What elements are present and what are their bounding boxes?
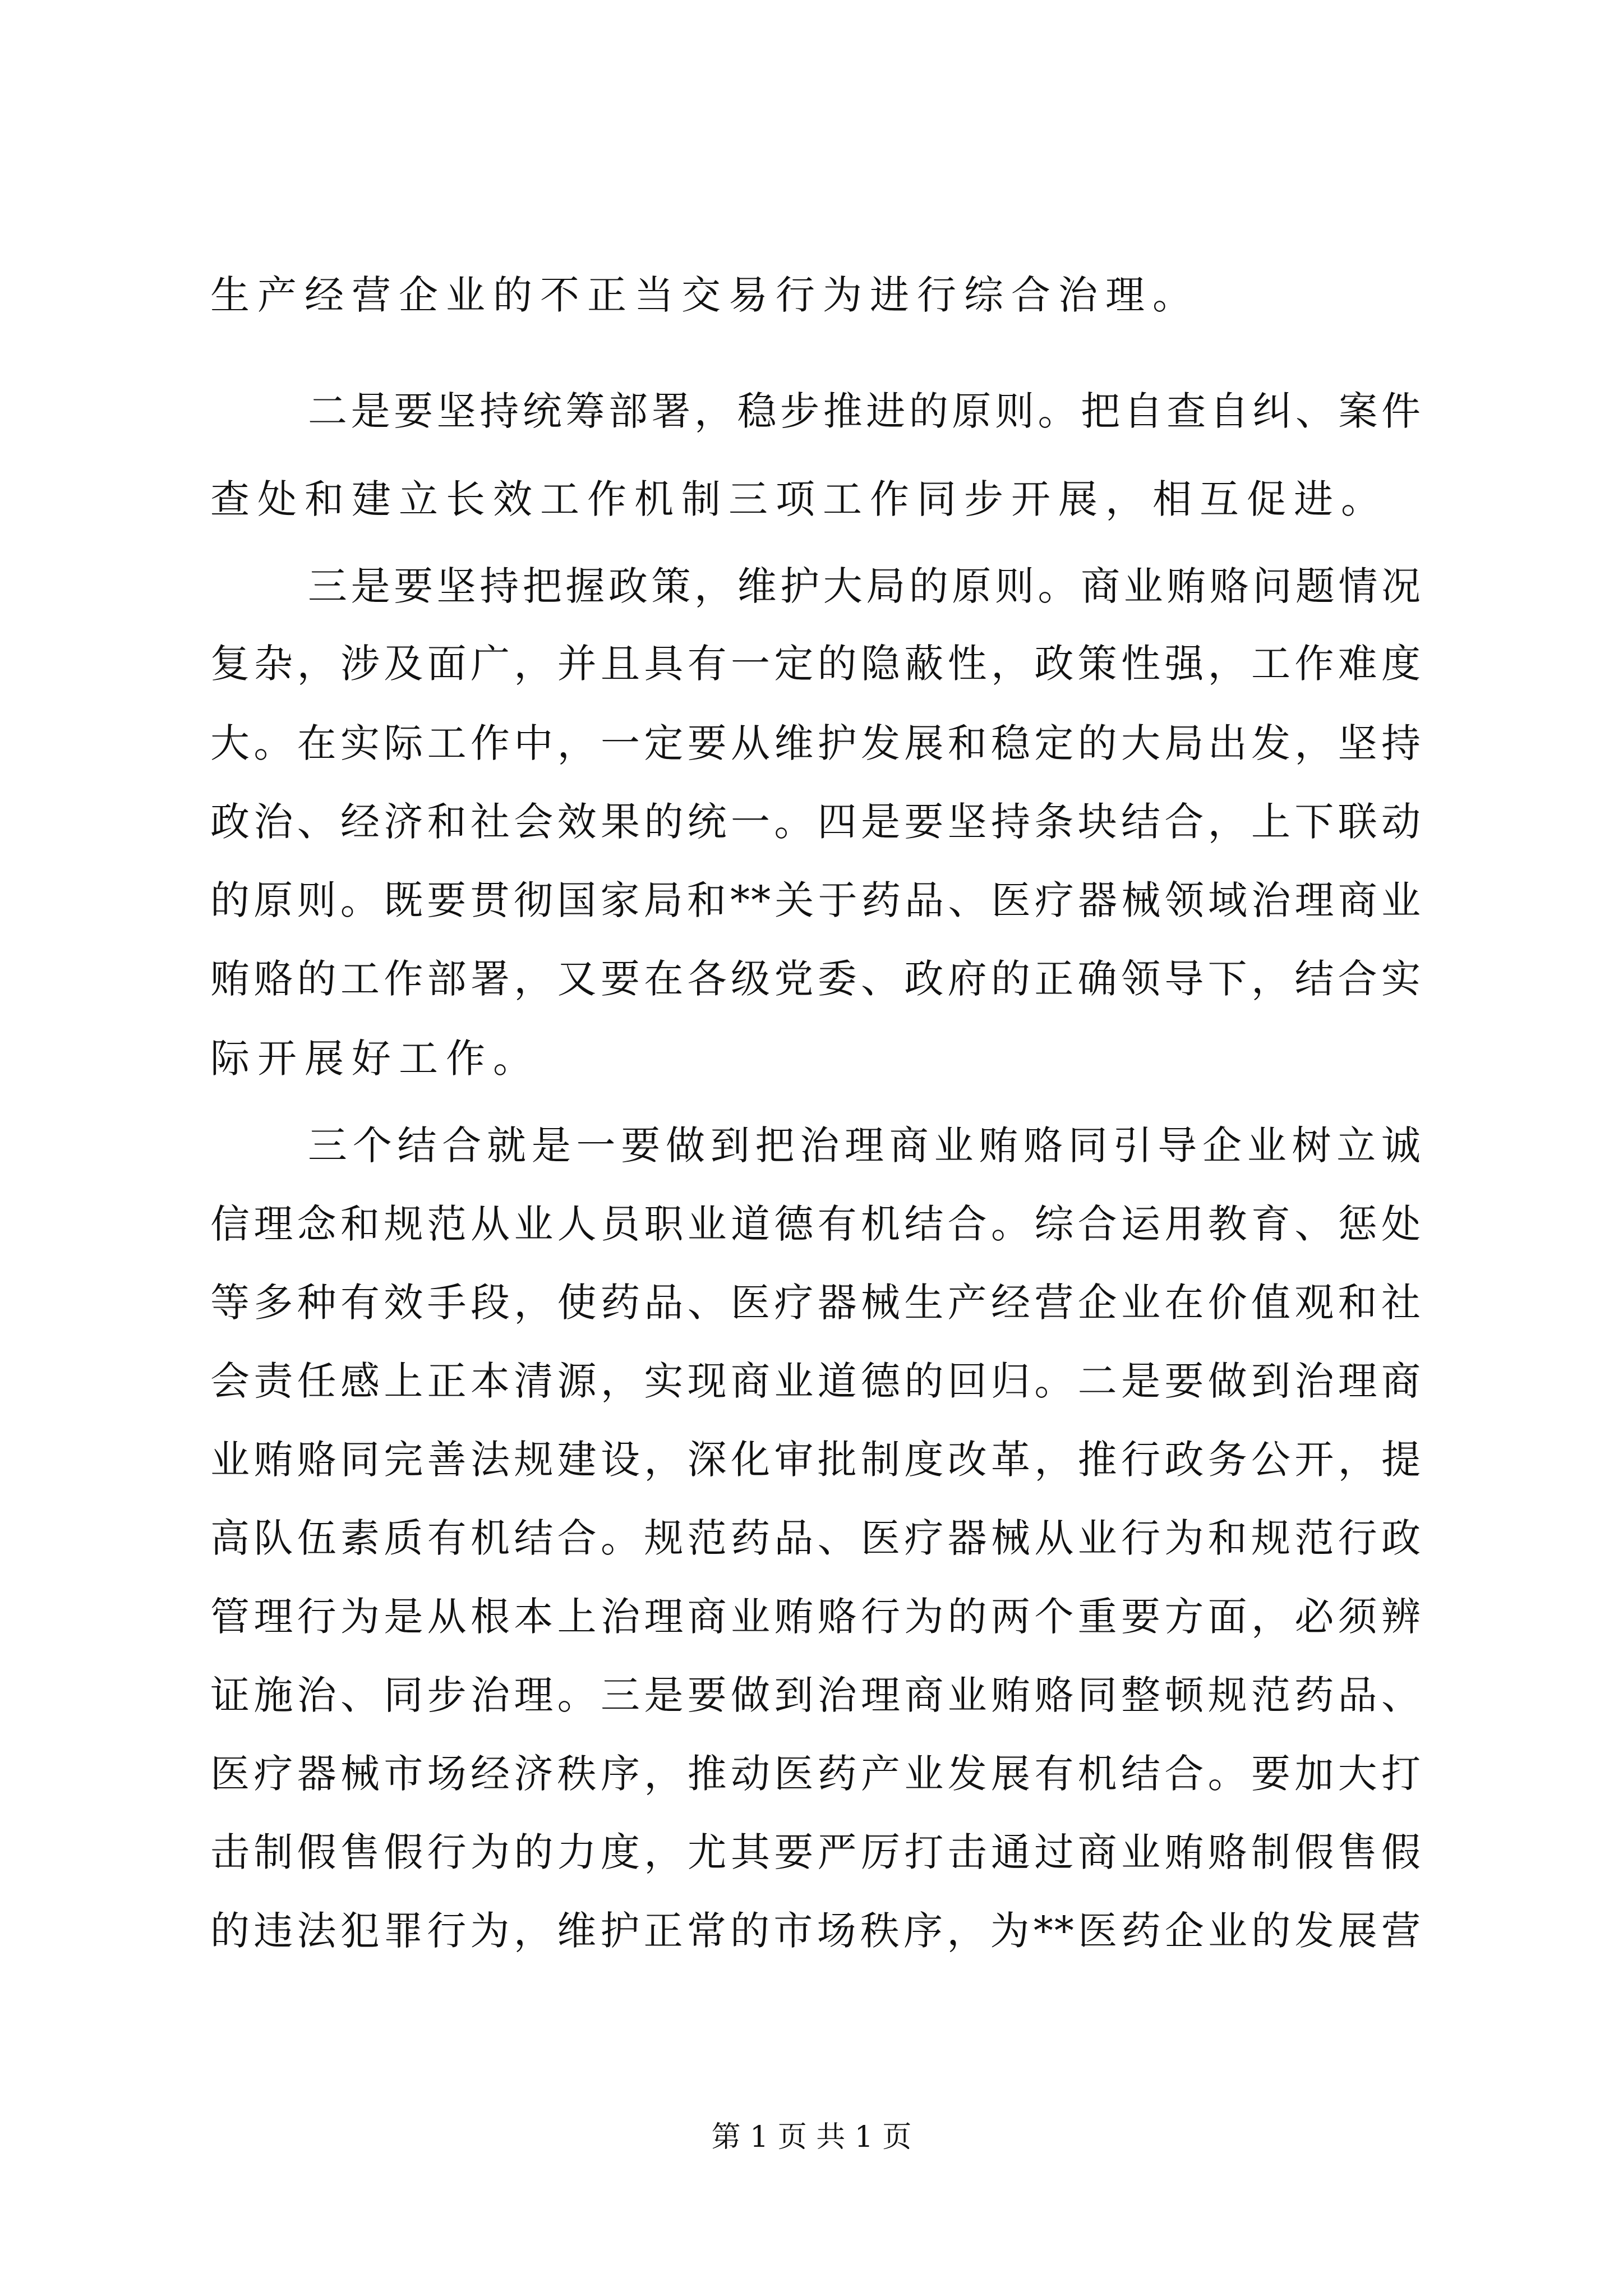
page-footer: 第 1 页 共 1 页 <box>711 2120 912 2154</box>
text-line: 证施治、同步治理。三是要做到治理商业贿赂同整顿规范药品、 <box>210 1672 1422 1718</box>
text-line: 会责任感上正本清源，实现商业道德的回归。二是要做到治理商 <box>210 1358 1422 1404</box>
text-line: 贿赂的工作部署，又要在各级党委、政府的正确领导下，结合实 <box>210 956 1422 1002</box>
text-line: 的违法犯罪行为，维护正常的市场秩序，为**医药企业的发展营 <box>210 1908 1422 1954</box>
paragraph-first-line: 三个结合就是一要做到把治理商业贿赂同引导企业树立诚 <box>308 1122 1422 1168</box>
paragraph-first-line: 三是要坚持把握政策，维护大局的原则。商业贿赂问题情况 <box>308 563 1422 609</box>
text-line: 信理念和规范从业人员职业道德有机结合。综合运用教育、惩处 <box>210 1201 1422 1247</box>
text-line: 高队伍素质有机结合。规范药品、医疗器械从业行为和规范行政 <box>210 1515 1422 1561</box>
text-line: 际开展好工作。 <box>210 1036 540 1082</box>
text-line: 政治、经济和社会效果的统一。四是要坚持条块结合，上下联动 <box>210 799 1422 845</box>
text-line: 业贿赂同完善法规建设，深化审批制度改革，推行政务公开，提 <box>210 1437 1422 1483</box>
text-line: 击制假售假行为的力度，尤其要严厉打击通过商业贿赂制假售假 <box>210 1829 1422 1875</box>
text-line: 的原则。既要贯彻国家局和**关于药品、医疗器械领域治理商业 <box>210 877 1422 923</box>
text-line: 医疗器械市场经济秩序，推动医药产业发展有机结合。要加大打 <box>210 1751 1422 1797</box>
text-line: 管理行为是从根本上治理商业贿赂行为的两个重要方面，必须辨 <box>210 1594 1422 1640</box>
text-line: 复杂，涉及面广，并且具有一定的隐蔽性，政策性强，工作难度 <box>210 641 1422 687</box>
text-line: 等多种有效手段，使药品、医疗器械生产经营企业在价值观和社 <box>210 1280 1422 1326</box>
text-line: 生产经营企业的不正当交易行为进行综合治理。 <box>210 272 1200 318</box>
text-line: 大。在实际工作中，一定要从维护发展和稳定的大局出发，坚持 <box>210 720 1422 766</box>
text-line: 查处和建立长效工作机制三项工作同步开展，相互促进。 <box>210 476 1388 522</box>
paragraph-first-line: 二是要坚持统筹部署，稳步推进的原则。把自查自纠、案件 <box>308 388 1422 434</box>
